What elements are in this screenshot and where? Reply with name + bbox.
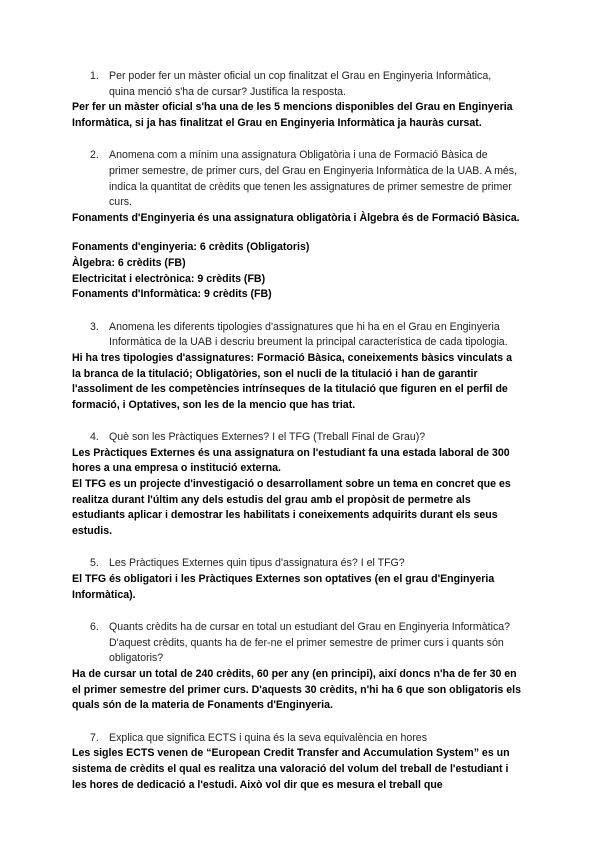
question-number: 4. [90,431,99,444]
answer-5: El TFG és obligatori i les Pràctiques Externes son optatives (en el grau d'Enginyeria Informàtica). [72,573,495,601]
question-number: 6. [90,621,99,634]
question-text: Quants crèdits ha de cursar en total un estudiant del Grau en Enginyeria Informàtica? D'aquest crèdits, quants ha de fer-ne el primer semestre de primer curs i quants són obligatoris? [109,621,511,665]
question-text: Per poder fer un màster oficial un cop finalitzat el Grau en Enginyeria Informàtica, quina menció s'ha de cursar? Justifica la resposta. [109,70,492,98]
question-4 [72,430,522,446]
question-7 [72,731,522,747]
credit-line: Electricitat i electrònica: 9 crèdits (FB) [72,272,266,285]
answer-4a: Les Pràctiques Externes és una assignatura on l'estudiant fa una estada laboral de 300 hores a una empresa o institució externa. [72,446,510,475]
answer-3: Hi ha tres tipologies d'assignatures: Formació Bàsica, coneixements bàsics vinculats a la branca de la titulació; Obligatòries, son el nucli de la titulació i han de garantir l'assoliment de les competències intrínseques de la titulació que figuren en el perfil de formació, i Optatives, son les de la mencio que has triat. [72,351,512,411]
answer-4b: El TFG es un projecte d'investigació o desarrollament sobre un tema en concret que es realitza durant l'últim any dels estudis del grau amb el propòsit de permetre als estudiants aplicar i demostrar les habilitats i coneixements adquirits durant els seus estudis. [72,478,511,537]
credit-line: Fonaments d'enginyeria: 6 crèdits (Obligatoris) [72,241,310,254]
question-3 [72,320,522,351]
answer-7: Les sigles ECTS venen de “European Credit Transfer and Accumulation System” es un sistema de crèdits el qual es realitza una valoració del volum del treball de l'estudiant i les hores de dedicació a l'estudi. Això vol dir que es mesura el treball que [72,747,510,791]
answer-1: Per fer un màster oficial s'ha una de les 5 mencions disponibles del Grau en Enginyeria Informàtica, si ja has finalitzat el Grau en Enginyeria Informàtica ja hauràs cursat. [72,101,513,129]
question-text: Anomena com a mínim una assignatura Obligatòria i una de Formació Bàsica de primer semestre, de primer curs, del Grau en Enginyeria Informàtica de la UAB. A més, indica la quantitat de crèdits que tenen les assignatures de primer semestre de primer curs. [109,149,518,209]
question-2 [72,148,522,210]
question-number: 7. [90,731,99,744]
question-text: Explica que significa ECTS i quina és la seva equivalència en hores [109,731,427,744]
question-5 [72,556,522,572]
question-1 [72,69,522,100]
answer-2: Fonaments d'Enginyeria és una assignatura obligatòria i Àlgebra és de Formació Bàsica. [72,211,520,224]
answer-6: Ha de cursar un total de 240 crèdits, 60 per any (en principi), així doncs n'ha de fer 30 en el primer semestre del primer curs. D'aquests 30 crèdits, n'hi ha 6 que son obligatoris els quals són de la materia de Fonaments d'Enginyeria. [72,668,521,712]
question-text: Què son les Pràctiques Externes? I el TFG (Treball Final de Grau)? [109,431,426,444]
question-6 [72,620,522,667]
question-number: 5. [90,557,99,570]
question-number: 3. [90,320,99,333]
question-number: 1. [90,70,99,82]
credit-line: Àlgebra: 6 crèdits (FB) [72,256,186,269]
question-text: Les Pràctiques Externes quin tipus d'assignatura és? I el TFG? [109,557,405,570]
credit-line: Fonaments d'Informàtica: 9 crèdits (FB) [72,288,272,301]
question-text: Anomena les diferents tipologies d'assignatures que hi ha en el Grau en Enginyeria Informàtica de la UAB i descriu breument la principal característica de cada tipologia. [109,320,508,349]
question-number: 2. [90,149,99,162]
